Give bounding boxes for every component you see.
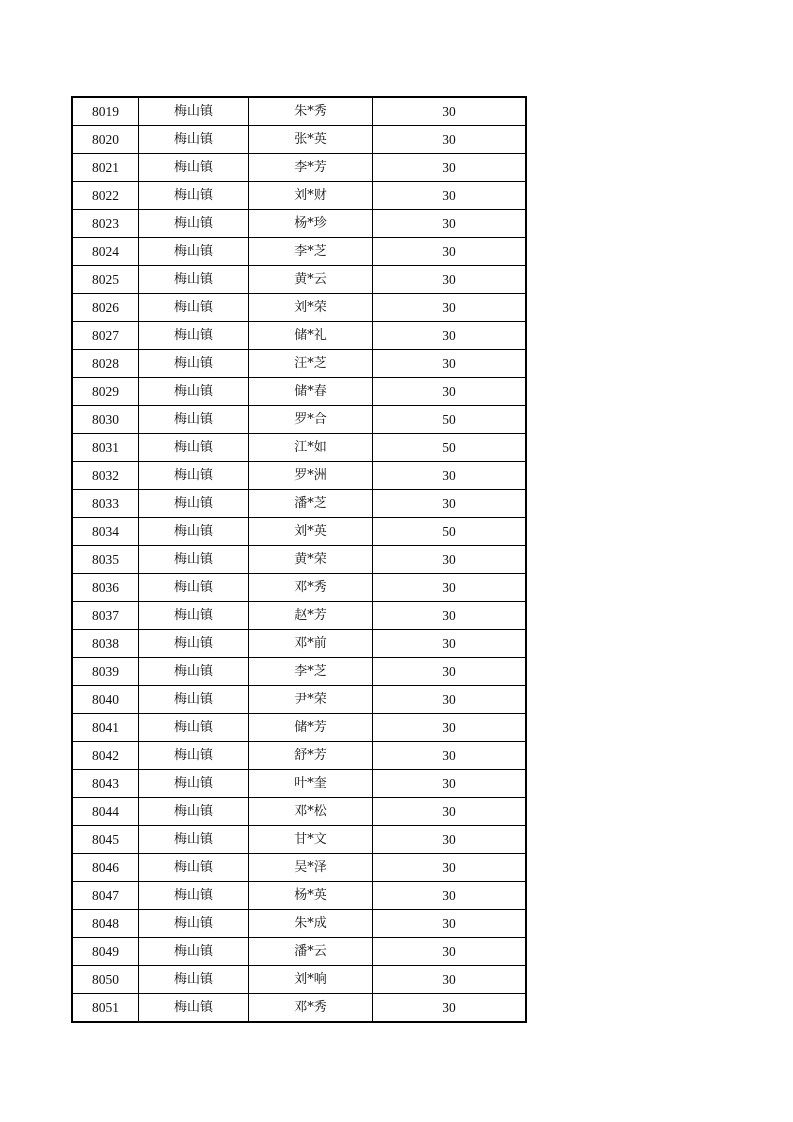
- town-cell: 梅山镇: [139, 882, 249, 910]
- serial-number-cell: 8032: [72, 462, 139, 490]
- serial-number-cell: 8033: [72, 490, 139, 518]
- town-cell: 梅山镇: [139, 686, 249, 714]
- table-row: [72, 854, 526, 882]
- serial-number-cell: 8040: [72, 686, 139, 714]
- amount-cell: 30: [373, 966, 527, 994]
- town-cell: 梅山镇: [139, 434, 249, 462]
- table-row: [72, 882, 526, 910]
- person-name-cell: 邓*前: [249, 630, 373, 658]
- table-row: [72, 938, 526, 966]
- person-name-cell: 黄*云: [249, 266, 373, 294]
- table-row: [72, 238, 526, 266]
- town-cell: 梅山镇: [139, 462, 249, 490]
- serial-number-cell: 8019: [72, 97, 139, 126]
- table-row: [72, 574, 526, 602]
- amount-cell: 30: [373, 574, 527, 602]
- table-row: [72, 966, 526, 994]
- table-row: [72, 462, 526, 490]
- serial-number-cell: 8041: [72, 714, 139, 742]
- serial-number-cell: 8030: [72, 406, 139, 434]
- serial-number-cell: 8048: [72, 910, 139, 938]
- town-cell: 梅山镇: [139, 658, 249, 686]
- table-row: [72, 97, 526, 126]
- person-name-cell: 舒*芳: [249, 742, 373, 770]
- serial-number-cell: 8020: [72, 126, 139, 154]
- table-row: [72, 210, 526, 238]
- person-name-cell: 邓*松: [249, 798, 373, 826]
- table-row: [72, 714, 526, 742]
- serial-number-cell: 8021: [72, 154, 139, 182]
- serial-number-cell: 8049: [72, 938, 139, 966]
- amount-cell: 30: [373, 826, 527, 854]
- town-cell: 梅山镇: [139, 938, 249, 966]
- person-name-cell: 潘*云: [249, 938, 373, 966]
- serial-number-cell: 8043: [72, 770, 139, 798]
- person-name-cell: 李*芝: [249, 238, 373, 266]
- serial-number-cell: 8023: [72, 210, 139, 238]
- table-row: [72, 994, 526, 1023]
- town-cell: 梅山镇: [139, 630, 249, 658]
- table-row: [72, 350, 526, 378]
- person-name-cell: 汪*芝: [249, 350, 373, 378]
- table-row: [72, 322, 526, 350]
- person-name-cell: 朱*秀: [249, 97, 373, 126]
- amount-cell: 30: [373, 238, 527, 266]
- amount-cell: 30: [373, 630, 527, 658]
- table-row: [72, 546, 526, 574]
- serial-number-cell: 8036: [72, 574, 139, 602]
- town-cell: 梅山镇: [139, 294, 249, 322]
- table-row: [72, 154, 526, 182]
- amount-cell: 30: [373, 742, 527, 770]
- person-name-cell: 刘*荣: [249, 294, 373, 322]
- town-cell: 梅山镇: [139, 518, 249, 546]
- amount-cell: 30: [373, 686, 527, 714]
- serial-number-cell: 8039: [72, 658, 139, 686]
- person-name-cell: 刘*英: [249, 518, 373, 546]
- serial-number-cell: 8038: [72, 630, 139, 658]
- person-name-cell: 储*礼: [249, 322, 373, 350]
- town-cell: 梅山镇: [139, 966, 249, 994]
- serial-number-cell: 8024: [72, 238, 139, 266]
- serial-number-cell: 8022: [72, 182, 139, 210]
- amount-cell: 30: [373, 798, 527, 826]
- person-name-cell: 吴*泽: [249, 854, 373, 882]
- town-cell: 梅山镇: [139, 350, 249, 378]
- amount-cell: 30: [373, 658, 527, 686]
- amount-cell: 30: [373, 714, 527, 742]
- table-row: [72, 518, 526, 546]
- person-name-cell: 张*英: [249, 126, 373, 154]
- person-name-cell: 储*春: [249, 378, 373, 406]
- amount-cell: 50: [373, 406, 527, 434]
- person-name-cell: 李*芝: [249, 658, 373, 686]
- amount-cell: 30: [373, 97, 527, 126]
- town-cell: 梅山镇: [139, 126, 249, 154]
- serial-number-cell: 8035: [72, 546, 139, 574]
- person-name-cell: 朱*成: [249, 910, 373, 938]
- table-row: [72, 490, 526, 518]
- amount-cell: 30: [373, 546, 527, 574]
- table-row: [72, 798, 526, 826]
- person-name-cell: 罗*洲: [249, 462, 373, 490]
- town-cell: 梅山镇: [139, 406, 249, 434]
- table-row: [72, 602, 526, 630]
- serial-number-cell: 8031: [72, 434, 139, 462]
- serial-number-cell: 8042: [72, 742, 139, 770]
- amount-cell: 50: [373, 518, 527, 546]
- town-cell: 梅山镇: [139, 546, 249, 574]
- table-row: [72, 182, 526, 210]
- town-cell: 梅山镇: [139, 266, 249, 294]
- person-name-cell: 尹*荣: [249, 686, 373, 714]
- amount-cell: 50: [373, 434, 527, 462]
- table-row: [72, 910, 526, 938]
- town-cell: 梅山镇: [139, 322, 249, 350]
- person-name-cell: 杨*英: [249, 882, 373, 910]
- amount-cell: 30: [373, 602, 527, 630]
- serial-number-cell: 8025: [72, 266, 139, 294]
- town-cell: 梅山镇: [139, 154, 249, 182]
- amount-cell: 30: [373, 910, 527, 938]
- person-name-cell: 江*如: [249, 434, 373, 462]
- amount-cell: 30: [373, 490, 527, 518]
- person-name-cell: 黄*荣: [249, 546, 373, 574]
- town-cell: 梅山镇: [139, 97, 249, 126]
- person-name-cell: 杨*珍: [249, 210, 373, 238]
- table-row: [72, 378, 526, 406]
- table-row: [72, 770, 526, 798]
- data-table: [71, 96, 527, 1023]
- amount-cell: 30: [373, 154, 527, 182]
- amount-cell: 30: [373, 770, 527, 798]
- town-cell: 梅山镇: [139, 910, 249, 938]
- person-name-cell: 刘*财: [249, 182, 373, 210]
- serial-number-cell: 8028: [72, 350, 139, 378]
- serial-number-cell: 8050: [72, 966, 139, 994]
- town-cell: 梅山镇: [139, 770, 249, 798]
- serial-number-cell: 8051: [72, 994, 139, 1023]
- town-cell: 梅山镇: [139, 490, 249, 518]
- town-cell: 梅山镇: [139, 378, 249, 406]
- serial-number-cell: 8046: [72, 854, 139, 882]
- town-cell: 梅山镇: [139, 602, 249, 630]
- serial-number-cell: 8029: [72, 378, 139, 406]
- amount-cell: 30: [373, 266, 527, 294]
- table-body: [72, 97, 526, 1022]
- serial-number-cell: 8026: [72, 294, 139, 322]
- town-cell: 梅山镇: [139, 238, 249, 266]
- town-cell: 梅山镇: [139, 210, 249, 238]
- serial-number-cell: 8047: [72, 882, 139, 910]
- amount-cell: 30: [373, 350, 527, 378]
- serial-number-cell: 8034: [72, 518, 139, 546]
- person-name-cell: 储*芳: [249, 714, 373, 742]
- table-row: [72, 406, 526, 434]
- amount-cell: 30: [373, 938, 527, 966]
- town-cell: 梅山镇: [139, 994, 249, 1023]
- amount-cell: 30: [373, 462, 527, 490]
- person-name-cell: 叶*奎: [249, 770, 373, 798]
- amount-cell: 30: [373, 126, 527, 154]
- person-name-cell: 赵*芳: [249, 602, 373, 630]
- amount-cell: 30: [373, 882, 527, 910]
- person-name-cell: 罗*合: [249, 406, 373, 434]
- person-name-cell: 潘*芝: [249, 490, 373, 518]
- table-row: [72, 294, 526, 322]
- person-name-cell: 甘*文: [249, 826, 373, 854]
- table-row: [72, 266, 526, 294]
- table-row: [72, 742, 526, 770]
- town-cell: 梅山镇: [139, 742, 249, 770]
- town-cell: 梅山镇: [139, 574, 249, 602]
- person-name-cell: 邓*秀: [249, 994, 373, 1023]
- amount-cell: 30: [373, 294, 527, 322]
- table-row: [72, 126, 526, 154]
- serial-number-cell: 8044: [72, 798, 139, 826]
- person-name-cell: 刘*响: [249, 966, 373, 994]
- town-cell: 梅山镇: [139, 714, 249, 742]
- amount-cell: 30: [373, 994, 527, 1023]
- table-row: [72, 630, 526, 658]
- amount-cell: 30: [373, 322, 527, 350]
- person-name-cell: 李*芳: [249, 154, 373, 182]
- person-name-cell: 邓*秀: [249, 574, 373, 602]
- amount-cell: 30: [373, 854, 527, 882]
- table-row: [72, 686, 526, 714]
- table-row: [72, 658, 526, 686]
- town-cell: 梅山镇: [139, 826, 249, 854]
- amount-cell: 30: [373, 182, 527, 210]
- town-cell: 梅山镇: [139, 854, 249, 882]
- town-cell: 梅山镇: [139, 798, 249, 826]
- table-row: [72, 434, 526, 462]
- town-cell: 梅山镇: [139, 182, 249, 210]
- serial-number-cell: 8045: [72, 826, 139, 854]
- serial-number-cell: 8027: [72, 322, 139, 350]
- table-row: [72, 826, 526, 854]
- serial-number-cell: 8037: [72, 602, 139, 630]
- amount-cell: 30: [373, 378, 527, 406]
- amount-cell: 30: [373, 210, 527, 238]
